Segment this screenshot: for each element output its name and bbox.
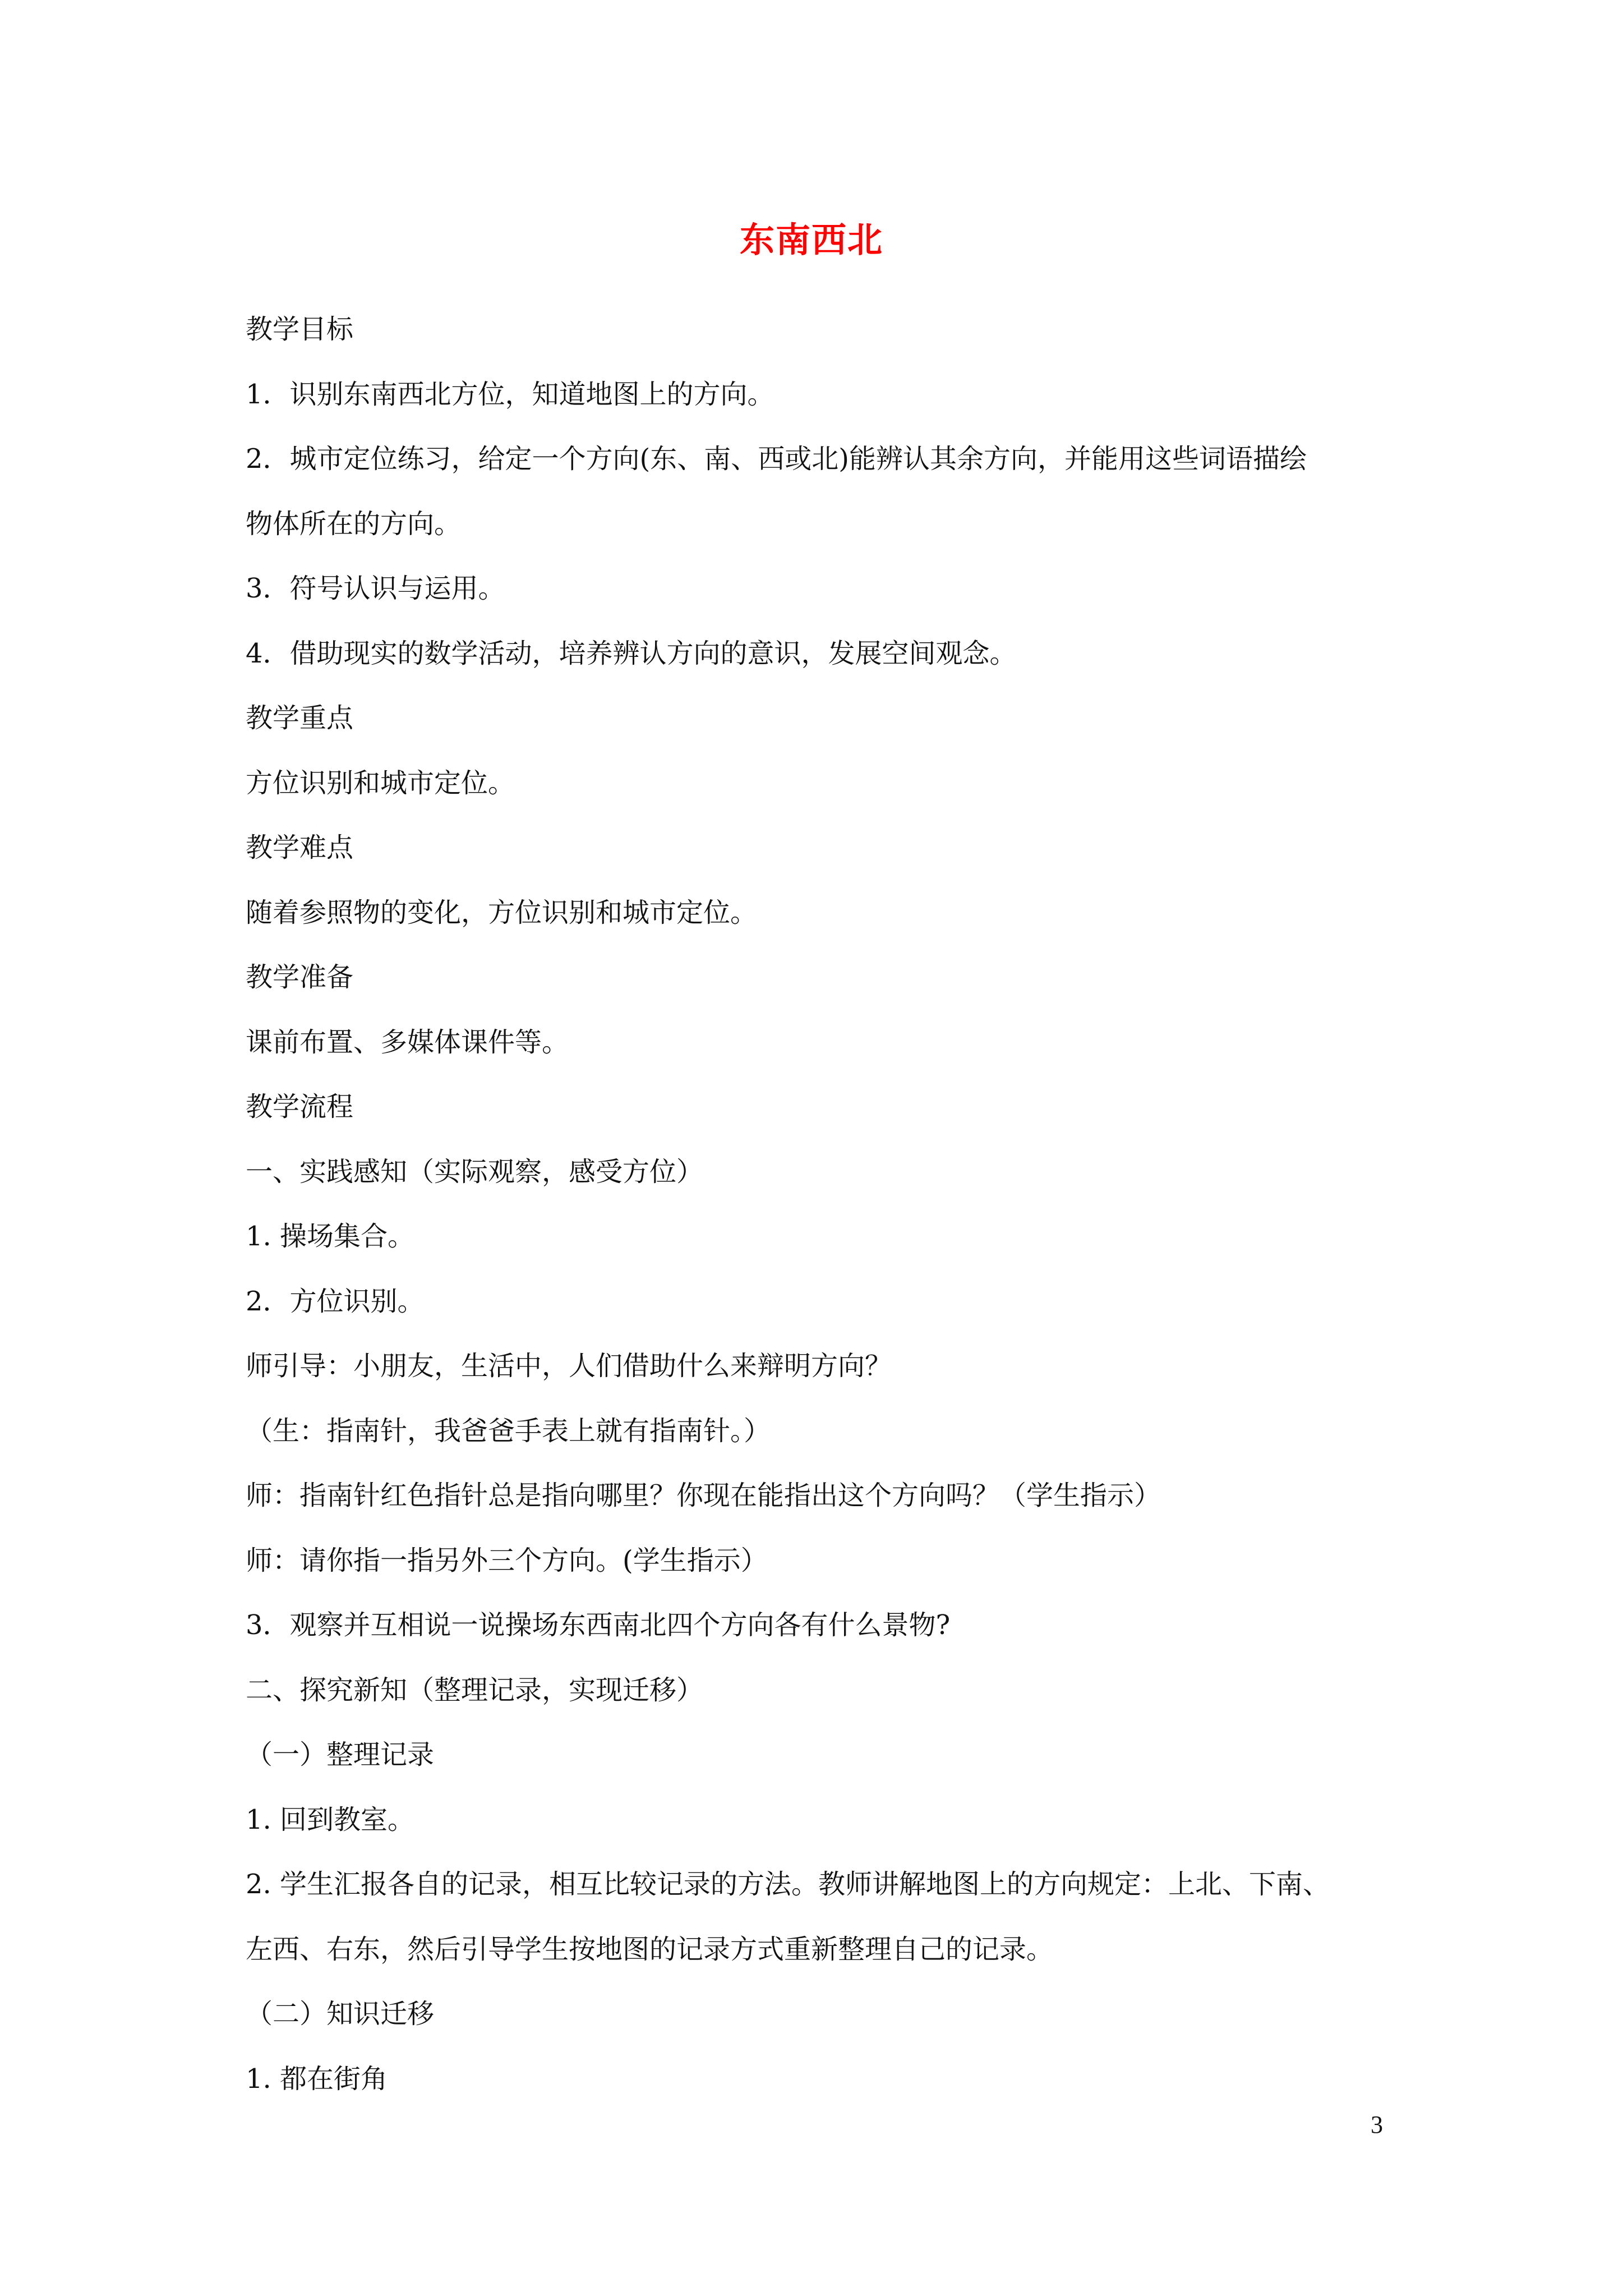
paragraph-line: 教学流程 <box>246 1091 354 1122</box>
document-body <box>246 297 1384 2111</box>
paragraph-line: 2. 学生汇报各自的记录，相互比较记录的方法。教师讲解地图上的方向规定：上北、下南、 <box>246 1869 1330 1900</box>
paragraph-line: 物体所在的方向。 <box>246 508 462 540</box>
paragraph-line: 教学重点 <box>246 702 354 734</box>
paragraph-line: 课前布置、多媒体课件等。 <box>246 1026 569 1058</box>
paragraph-line: 3．符号认识与运用。 <box>246 573 505 604</box>
paragraph-line: （一）整理记录 <box>246 1739 435 1770</box>
paragraph-line: 教学准备 <box>246 961 354 993</box>
page-number: 3 <box>1371 2111 1383 2138</box>
paragraph-line: （二）知识迁移 <box>246 1998 435 2030</box>
paragraph-line: 随着参照物的变化，方位识别和城市定位。 <box>246 896 758 928</box>
paragraph-line: （生：指南针，我爸爸手表上就有指南针。） <box>246 1415 771 1447</box>
paragraph-line: 4．借助现实的数学活动，培养辨认方向的意识，发展空间观念。 <box>246 637 1017 669</box>
paragraph-line: 师引导：小朋友，生活中，人们借助什么来辩明方向？ <box>246 1350 892 1382</box>
paragraph-line: 3．观察并互相说一说操场东西南北四个方向各有什么景物? <box>246 1609 951 1641</box>
paragraph-line: 1．识别东南西北方位，知道地图上的方向。 <box>246 378 774 410</box>
paragraph-line: 一、实践感知（实际观察，感受方位） <box>246 1156 704 1188</box>
paragraph-line: 1. 操场集合。 <box>246 1221 415 1252</box>
paragraph-line: 教学目标 <box>246 314 354 345</box>
paragraph-line: 师：请你指一指另外三个方向。(学生指示） <box>246 1544 768 1576</box>
paragraph-line: 2．城市定位练习，给定一个方向(东、南、西或北)能辨认其余方向，并能用这些词语描绘 <box>246 443 1307 475</box>
paragraph-line: 教学难点 <box>246 832 354 863</box>
document-title: 东南西北 <box>739 219 883 260</box>
paragraph-line: 2．方位识别。 <box>246 1285 425 1317</box>
paragraph-line: 1. 都在街角 <box>246 2063 388 2095</box>
paragraph-line: 二、探究新知（整理记录，实现迁移） <box>246 1674 704 1706</box>
paragraph-line: 方位识别和城市定位。 <box>246 767 515 799</box>
paragraph-line: 1. 回到教室。 <box>246 1803 415 1835</box>
paragraph-line: 师：指南针红色指针总是指向哪里？你现在能指出这个方向吗？（学生指示） <box>246 1480 1161 1511</box>
paragraph-line: 左西、右东，然后引导学生按地图的记录方式重新整理自己的记录。 <box>246 1933 1054 1965</box>
